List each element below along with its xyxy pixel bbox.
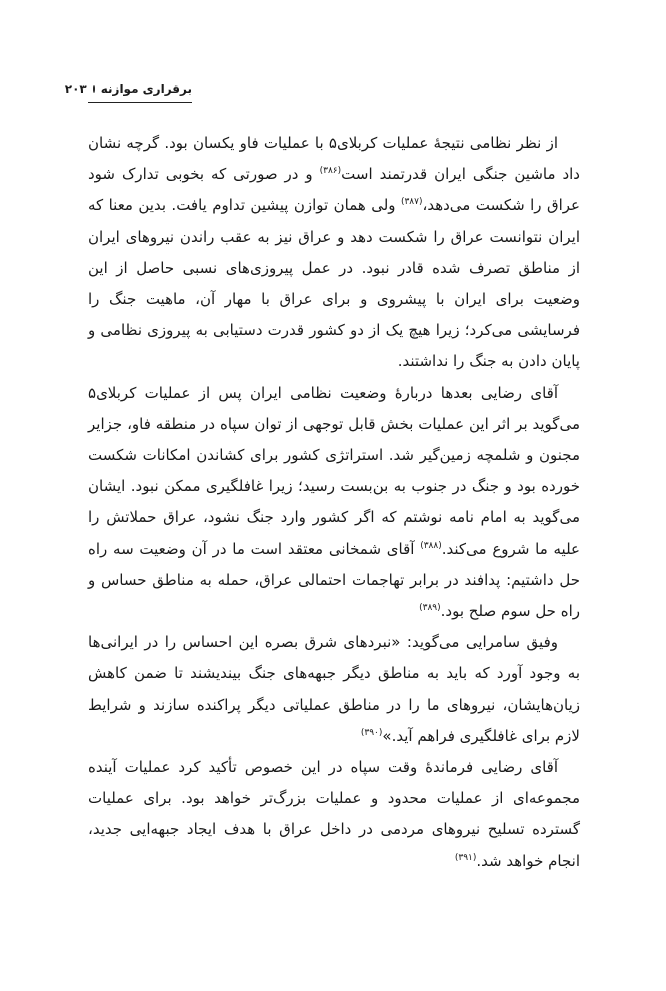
chapter-title: برقراری موازنه xyxy=(100,82,192,96)
footnote-ref: (۳۸۷) xyxy=(400,197,423,208)
footnote-ref: (۳۹۱) xyxy=(454,852,477,863)
paragraph xyxy=(88,752,580,877)
footnote-ref: (۳۸۸) xyxy=(420,540,442,551)
page-number: ۲۰۳ xyxy=(64,82,87,96)
paragraph-text: آقای شمخانی معتقد است ما در آن وضعیت سه راه حل داشتیم: پدافند در برابر تهاجمات احتمالی عراق، حمله به مناطق حساس و راه حل سوم صلح بود. xyxy=(88,539,580,621)
running-header xyxy=(64,76,192,103)
paragraph-text: آقای رضایی بعدها دربارهٔ وضعیت نظامی ایران پس از عملیات کربلای۵ می‌گوید بر اثر این عملیات بخش قابل توجهی از توان سپاه در منطقه فاو، جزایر مجنون و شلمچه زمین‌گیر شد. استراتژی کشور برای کشاندن امکانات شکست خورده بود و جنگ در جنوب به بن‌بست رسید؛ زیرا غافلگیری ممکن نبود. ایشان می‌گوید به امام نامه نوشتم که اگر کشور وارد جنگ نشود، عراق حملاتش را علیه ما شروع می‌کند. xyxy=(88,383,580,558)
paragraph xyxy=(88,627,580,752)
paragraph-text: از نظر نظامی نتیجهٔ عملیات کربلای۵ با عملیات فاو یکسان بود. گرچه نشان داد ماشین جنگی ایران قدرتمند است xyxy=(88,134,580,184)
paragraph xyxy=(88,378,580,628)
paragraph-text: و در صورتی که بخوبی تدارک شود عراق را شکست می‌دهد، xyxy=(88,165,580,215)
body-text xyxy=(88,128,580,877)
footnote-ref: (۳۹۰) xyxy=(360,727,383,738)
footnote-ref: (۳۸۹) xyxy=(419,603,441,614)
paragraph-text: ولی همان توازن پیشین تداوم یافت. بدین معنا که ایران نتوانست عراق را شکست دهد و عراق نیز به عقب راندن نیروهای ایران از مناطق تصرف شده قادر نبود. در عمل پیروزی‌های نسبی حاصل از این وضعیت برای ایران با پیشروی و برای عراق با مهار آن، ماهیت جنگ را فرسایشی می‌کرد؛ زیرا هیچ یک از دو کشور قدرت دستیابی به پیروزی نظامی و پایان دادن به جنگ را نداشتند. xyxy=(88,196,580,371)
footnote-ref: (۳۸۶) xyxy=(319,166,342,177)
paragraph-text: آقای رضایی فرماندهٔ وقت سپاه در این خصوص تأکید کرد عملیات آینده مجموعه‌ای از عملیات محدود و عملیات بزرگ‌تر خواهد بود. برای عملیات گسترده تسلیح نیروهای مردمی در داخل عراق با هدف ایجاد جبهه‌ایی جدید، انجام خواهد شد. xyxy=(88,758,580,870)
paragraph xyxy=(88,128,580,378)
circle-ornament-icon xyxy=(93,85,95,93)
paragraph-text: وفیق سامرایی می‌گوید: «نبردهای شرق بصره این احساس را در ایرانی‌ها به وجود آورد که باید به مناطق دیگر جبهه‌های جنگ بیندیشند تا ضمن کاهش زیان‌هایشان، نیروهای ما را در مناطق عملیاتی دیگر پراکنده سازند و شرایط لازم برای غافلگیری فراهم آید.» xyxy=(88,633,580,745)
